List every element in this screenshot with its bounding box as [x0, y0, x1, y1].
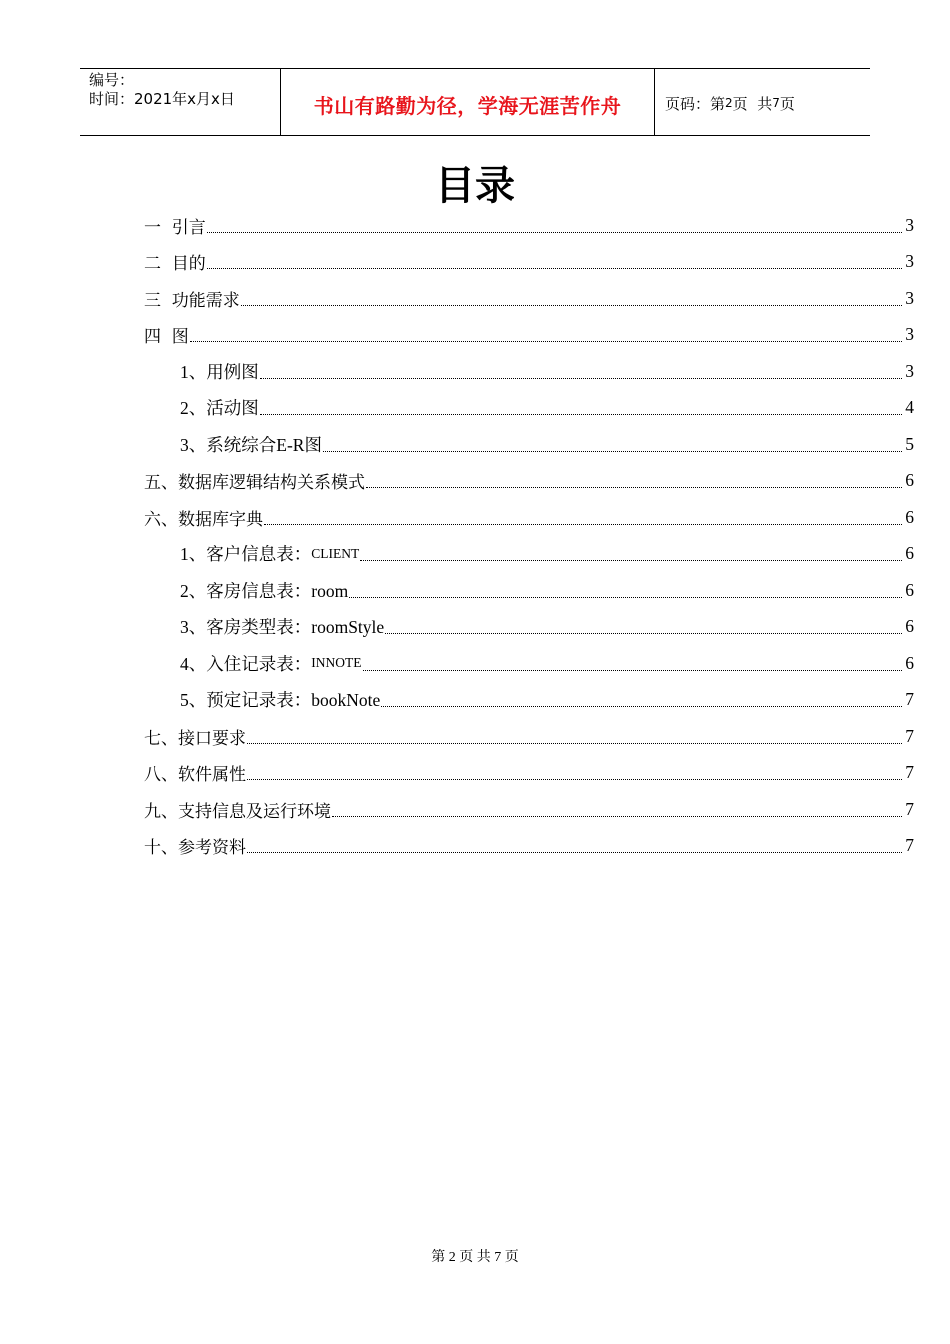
- toc-entry[interactable]: [144, 244, 914, 281]
- toc-subentry[interactable]: [144, 572, 914, 609]
- toc-leader: [260, 414, 902, 415]
- toc-page-number: 3: [905, 214, 914, 235]
- toc-entry[interactable]: [144, 755, 914, 792]
- toc-page-number: 7: [905, 798, 914, 819]
- document-number-label: 编号：: [89, 71, 135, 89]
- toc-leader: [190, 341, 902, 342]
- toc-page-number: 6: [905, 506, 914, 527]
- header-page-info: [655, 69, 870, 135]
- toc-entry[interactable]: [144, 317, 914, 354]
- toc-subentry[interactable]: [144, 390, 914, 427]
- page-suffix: 页: [779, 94, 795, 113]
- toc-page-number: 3: [905, 287, 914, 308]
- page-title: 目录: [435, 163, 515, 209]
- page-prefix: 页码：第: [665, 94, 726, 113]
- page-current: 2: [725, 96, 733, 110]
- toc-entry-label: 二 目的: [144, 254, 206, 275]
- toc-leader: [207, 268, 902, 269]
- toc-page-number: 6: [905, 616, 914, 637]
- toc-entry[interactable]: [144, 280, 914, 317]
- toc-leader: [363, 670, 903, 671]
- toc-entry[interactable]: [144, 499, 914, 536]
- toc-page-number: 6: [905, 470, 914, 491]
- toc-subentry[interactable]: [144, 682, 914, 719]
- toc-entry-label: 3、系统综合E-R图: [180, 434, 322, 455]
- document-date: 时间：2021年x月x日: [89, 90, 235, 108]
- toc-page-number: 6: [905, 543, 914, 564]
- toc-page-number: 3: [905, 251, 914, 272]
- table-of-contents: [144, 207, 914, 864]
- toc-leader: [349, 597, 902, 598]
- toc-entry-label: 2、客房信息表：room: [180, 580, 349, 601]
- toc-entry-label: 2、活动图: [180, 398, 259, 419]
- toc-entry-label: 一 引言: [144, 217, 206, 238]
- toc-leader: [366, 487, 902, 488]
- toc-leader: [207, 232, 902, 233]
- toc-leader: [241, 305, 902, 306]
- toc-leader: [323, 451, 902, 452]
- toc-leader: [247, 852, 902, 853]
- toc-entry[interactable]: [144, 718, 914, 755]
- toc-leader: [247, 743, 902, 744]
- toc-entry-label: 1、客户信息表：: [180, 544, 312, 565]
- toc-entry-label: 5、预定记录表：bookNote: [180, 690, 381, 711]
- header-meta: [80, 69, 281, 135]
- toc-page-number: 6: [905, 652, 914, 673]
- toc-entry-suffix: INNOTE: [311, 655, 362, 671]
- toc-subentry[interactable]: [144, 353, 914, 390]
- toc-entry-label: 十、参考资料: [144, 838, 246, 859]
- toc-entry-label: 八、软件属性: [144, 765, 246, 786]
- toc-entry-label: 三 功能需求: [144, 290, 240, 311]
- toc-leader: [381, 706, 902, 707]
- toc-page-number: 7: [905, 835, 914, 856]
- toc-subentry[interactable]: [144, 645, 914, 682]
- toc-entry-label: 六、数据库字典: [144, 509, 263, 530]
- page-total: 7: [772, 96, 780, 110]
- toc-leader: [385, 633, 902, 634]
- toc-leader: [247, 779, 902, 780]
- toc-entry-suffix: CLIENT: [311, 545, 360, 561]
- toc-entry[interactable]: [144, 463, 914, 500]
- toc-subentry[interactable]: [144, 426, 914, 463]
- toc-page-number: 3: [905, 324, 914, 345]
- toc-page-number: 6: [905, 579, 914, 600]
- toc-page-number: 7: [905, 689, 914, 710]
- toc-entry-label: 九、支持信息及运行环境: [144, 801, 331, 822]
- toc-entry-label: 五、数据库逻辑结构关系模式: [144, 473, 365, 494]
- toc-leader: [360, 560, 902, 561]
- toc-leader: [332, 816, 902, 817]
- toc-entry[interactable]: [144, 828, 914, 865]
- toc-page-number: 4: [905, 397, 914, 418]
- header-motto: 书山有路勤为径，学海无涯苦作舟: [281, 69, 655, 135]
- toc-entry-label: 七、接口要求: [144, 728, 246, 749]
- toc-entry[interactable]: [144, 791, 914, 828]
- toc-entry-label: 4、入住记录表：: [180, 653, 312, 674]
- toc-subentry[interactable]: [144, 536, 914, 573]
- toc-page-number: 7: [905, 762, 914, 783]
- page-header: [80, 68, 870, 136]
- page-mid: 页 共: [732, 94, 773, 113]
- toc-entry[interactable]: [144, 207, 914, 244]
- toc-page-number: 7: [905, 725, 914, 746]
- toc-entry-label: 1、用例图: [180, 361, 259, 382]
- toc-entry-label: 3、客房类型表：roomStyle: [180, 617, 385, 638]
- toc-page-number: 3: [905, 360, 914, 381]
- toc-leader: [264, 524, 902, 525]
- toc-subentry[interactable]: [144, 609, 914, 646]
- toc-page-number: 5: [905, 433, 914, 454]
- page-footer: 第 2 页 共 7 页: [431, 1250, 519, 1265]
- toc-leader: [260, 378, 902, 379]
- toc-entry-label: 四 图: [144, 327, 189, 348]
